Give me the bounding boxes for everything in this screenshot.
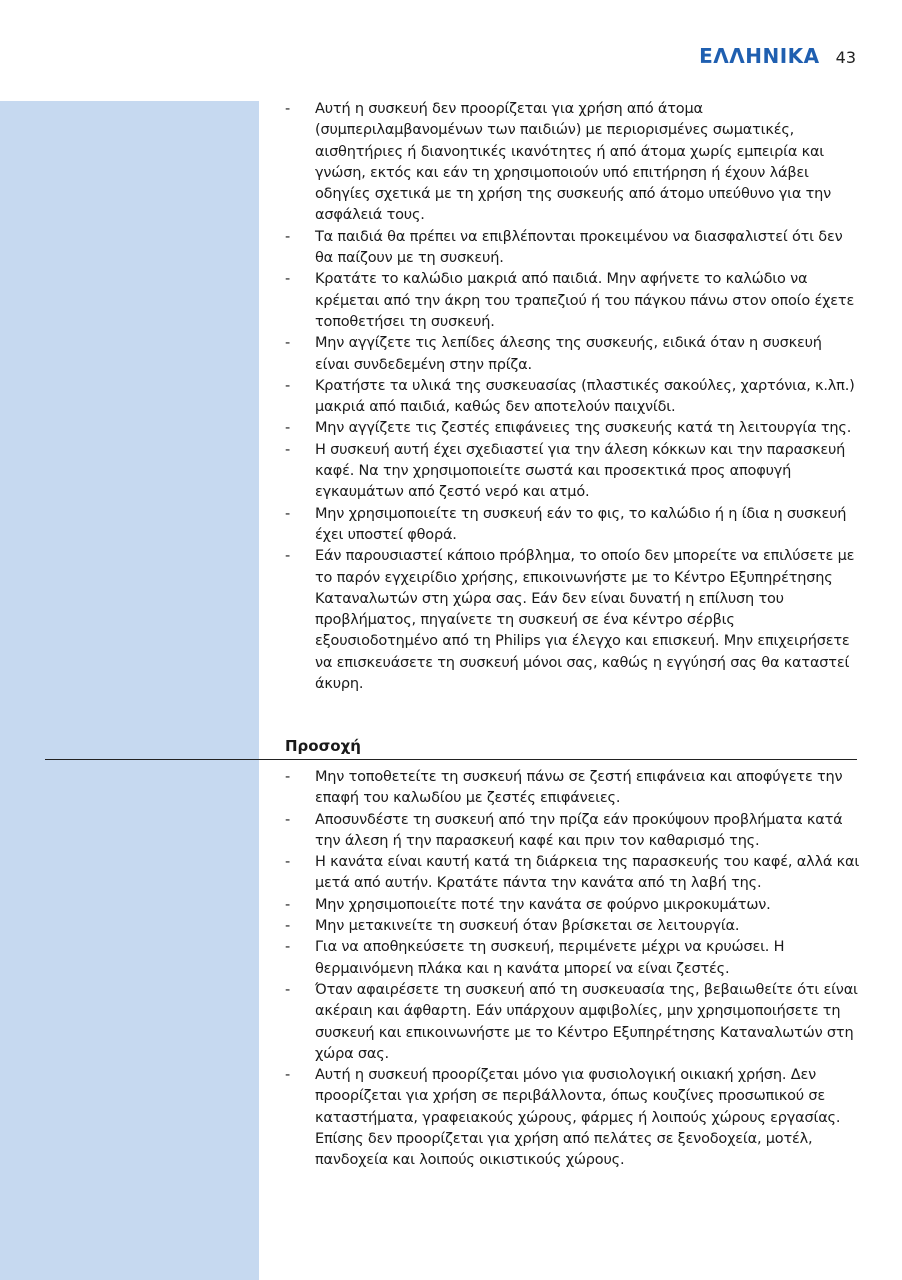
bullet-dash: - xyxy=(285,981,291,998)
list-item-text: Τα παιδιά θα πρέπει να επιβλέπονται προκειμένου να διασφαλιστεί ότι δεν θα παίζουν με τη συσκευή. xyxy=(315,228,843,267)
bullet-dash: - xyxy=(285,420,291,437)
list-item-text: Κρατάτε το καλώδιο μακριά από παιδιά. Μην αφήνετε το καλώδιο να κρέμεται από την άκρη του τραπεζιού ή του πάγκου πάνω στον οποίο έχετε τοποθετήσει τη συσκευή. xyxy=(315,271,855,330)
list-item xyxy=(285,504,860,547)
section-divider xyxy=(45,759,857,760)
bullet-dash: - xyxy=(285,918,291,935)
warning-list-section xyxy=(285,99,860,695)
bullet-dash: - xyxy=(285,854,291,871)
bullet-dash: - xyxy=(285,548,291,565)
page-header xyxy=(699,44,856,68)
warning-list xyxy=(285,99,860,695)
list-item-text: Για να αποθηκεύσετε τη συσκευή, περιμένετε μέχρι να κρυώσει. Η θερμαινόμενη πλάκα και η κανάτα μπορεί να είναι ζεστές. xyxy=(315,939,785,977)
list-item-text: Μην χρησιμοποιείτε ποτέ την κανάτα σε φούρνο μικροκυμάτων. xyxy=(315,896,771,913)
list-item-text: Μην αγγίζετε τις ζεστές επιφάνειες της συσκευής κατά τη λειτουργία της. xyxy=(315,420,852,437)
bullet-dash: - xyxy=(285,1067,291,1084)
list-item xyxy=(285,333,860,376)
list-item-text: Μην αγγίζετε τις λεπίδες άλεσης της συσκευής, ειδικά όταν η συσκευή είναι συνδεδεμένη στην πρίζα. xyxy=(315,335,822,373)
caution-list xyxy=(285,767,860,1172)
list-item xyxy=(285,1065,860,1171)
list-item xyxy=(285,916,860,937)
list-item-text: Εάν παρουσιαστεί κάποιο πρόβλημα, το οποίο δεν μπορείτε να επιλύσετε με το παρόν εγχειρίδιο χρήσης, επικοινωνήστε με το Κέντρο Εξυπηρέτησης Καταναλωτών στη χώρα σας. Εάν δεν είναι δυνατή η επίλυση του προβλήματος, πηγαίνετε τη συσκευή σε ένα κέντρο σέρβις εξουσιοδοτημένο από τη Philips για έλεγχο και επισκευή. Μην επιχειρήσετε να επισκευάσετε τη συσκευή μόνοι σας, καθώς η εγγύησή σας θα καταστεί άκυρη. xyxy=(315,548,855,693)
list-item xyxy=(285,895,860,916)
section-heading-caution: Προσοχή xyxy=(285,737,361,755)
list-item-text: Μην μετακινείτε τη συσκευή όταν βρίσκεται σε λειτουργία. xyxy=(315,918,740,935)
list-item-text: Η συσκευή αυτή έχει σχεδιαστεί για την άλεση κόκκων και την παρασκευή καφέ. Να την χρησιμοποιείτε σωστά και προσεκτικά προς αποφυγή εγκαυμάτων από ζεστό νερό και ατμό. xyxy=(315,441,846,501)
list-item-text: Η κανάτα είναι καυτή κατά τη διάρκεια της παρασκευής του καφέ, αλλά και μετά από αυτήν. Κρατάτε πάντα την κανάτα από τη λαβή της. xyxy=(315,854,860,892)
list-item xyxy=(285,980,860,1065)
list-item xyxy=(285,852,860,895)
list-item-text: Αποσυνδέστε τη συσκευή από την πρίζα εάν προκύψουν προβλήματα κατά την άλεση ή την παρασκευή καφέ και πριν τον καθαρισμό της. xyxy=(315,811,843,849)
bullet-dash: - xyxy=(285,377,291,394)
bullet-dash: - xyxy=(285,228,291,245)
page-number: 43 xyxy=(835,48,856,67)
bullet-dash: - xyxy=(285,271,291,288)
list-item-text: Κρατήστε τα υλικά της συσκευασίας (πλαστικές σακούλες, χαρτόνια, κ.λπ.) μακριά από παιδιά, καθώς δεν αποτελούν παιχνίδι. xyxy=(315,377,855,416)
bullet-dash: - xyxy=(285,335,291,352)
list-item xyxy=(285,937,860,980)
list-item xyxy=(285,810,860,853)
sidebar-band xyxy=(0,101,259,1280)
list-item xyxy=(285,440,860,504)
language-title: ΕΛΛΗΝΙΚΑ xyxy=(699,44,820,68)
list-item xyxy=(285,418,860,439)
list-item xyxy=(285,269,860,333)
bullet-dash: - xyxy=(285,939,291,956)
bullet-dash: - xyxy=(285,896,291,913)
bullet-dash: - xyxy=(285,811,291,828)
list-item xyxy=(285,546,860,695)
list-item xyxy=(285,227,860,270)
caution-list-section xyxy=(285,767,860,1172)
list-item-text: Μην τοποθετείτε τη συσκευή πάνω σε ζεστή επιφάνεια και αποφύγετε την επαφή του καλωδίου με ζεστές επιφάνειες. xyxy=(315,769,843,807)
list-item-text: Αυτή η συσκευή προορίζεται μόνο για φυσιολογική οικιακή χρήση. Δεν προορίζεται για χρήση σε περιβάλλοντα, όπως κουζίνες προσωπικού σε καταστήματα, γραφειακούς χώρους, φάρμες ή λοιπούς χώρους εργασίας. Επίσης δεν προορίζεται για χρήση από πελάτες σε ξενοδοχεία, μοτέλ, πανδοχεία και λοιπούς οικιστικούς χώρους. xyxy=(315,1067,841,1169)
bullet-dash: - xyxy=(285,441,291,458)
list-item xyxy=(285,767,860,810)
list-item-text: Αυτή η συσκευή δεν προορίζεται για χρήση από άτομα (συμπεριλαμβανομένων των παιδιών) με περιορισμένες σωματικές, αισθητήριες ή διανοητικές ικανότητες ή από άτομα χωρίς εμπειρία και γνώση, εκτός και εάν τη χρησιμοποιούν υπό επιτήρηση ή έχουν λάβει οδηγίες σχετικά με τη χρήση της συσκευής από άτομο υπεύθυνο για την ασφάλειά τους. xyxy=(315,101,832,224)
list-item-text: Όταν αφαιρέσετε τη συσκευή από τη συσκευασία της, βεβαιωθείτε ότι είναι ακέραιη και άφθαρτη. Εάν υπάρχουν αμφιβολίες, μην χρησιμοποιήσετε τη συσκευή και επικοινωνήστε με το Κέντρο Εξυπηρέτησης Καταναλωτών στη χώρα σας. xyxy=(315,981,858,1062)
list-item xyxy=(285,99,860,227)
list-item-text: Μην χρησιμοποιείτε τη συσκευή εάν το φις, το καλώδιο ή η ίδια η συσκευή έχει υποστεί φθορά. xyxy=(315,505,847,543)
list-item xyxy=(285,376,860,419)
bullet-dash: - xyxy=(285,101,291,117)
bullet-dash: - xyxy=(285,769,291,785)
bullet-dash: - xyxy=(285,505,291,522)
